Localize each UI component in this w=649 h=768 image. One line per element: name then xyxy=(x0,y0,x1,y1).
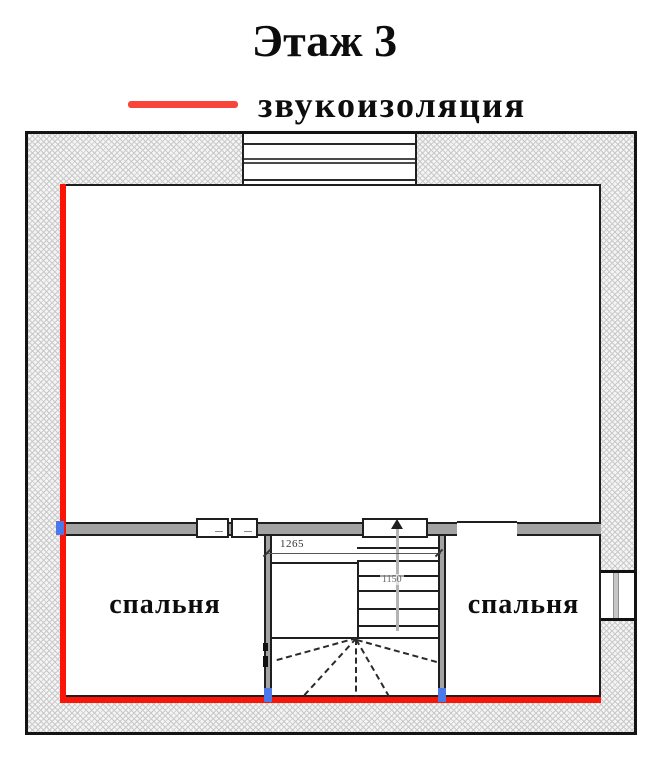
insulation-line-left xyxy=(60,184,66,703)
stair-void-edge xyxy=(357,562,359,638)
bedroom-left-label: спальня xyxy=(109,589,221,620)
door-leaf-mark xyxy=(244,531,252,532)
wall-tick xyxy=(263,643,268,651)
page-title: Этаж 3 xyxy=(251,15,398,66)
bedroom-right-label: спальня xyxy=(467,589,580,620)
floor-plan-drawing xyxy=(25,131,637,735)
bedroom-door-opening xyxy=(457,521,517,536)
window-frame-line xyxy=(244,179,415,181)
blue-joint-marker xyxy=(264,688,272,702)
window-top-icon xyxy=(242,134,417,184)
legend-label: звукоизоляция xyxy=(258,85,527,125)
dimension-label-rise: 1150 xyxy=(382,574,402,585)
door-opening xyxy=(196,518,229,538)
stairwell-left-wall xyxy=(264,536,272,697)
partition-wall xyxy=(66,522,601,536)
window-glass-line xyxy=(244,162,415,164)
insulation-line-bottom xyxy=(60,697,601,703)
arrow-up-icon xyxy=(391,519,403,529)
dimension-label-width: 1265 xyxy=(280,538,304,550)
blue-joint-marker xyxy=(438,688,446,702)
door-leaf-mark xyxy=(215,531,223,532)
stair-void-edge xyxy=(272,562,357,564)
window-right-icon xyxy=(601,570,634,621)
wall-tick xyxy=(263,656,268,667)
stair-center-line xyxy=(355,639,357,701)
door-opening xyxy=(231,518,258,538)
stairwell-right-wall xyxy=(438,536,446,697)
window-glass-stripe xyxy=(613,573,619,618)
blue-joint-marker xyxy=(56,521,64,535)
insulation-legend-line xyxy=(128,101,238,108)
window-glass-line xyxy=(244,158,415,160)
dimension-line xyxy=(267,553,441,554)
window-frame-line xyxy=(244,143,415,145)
